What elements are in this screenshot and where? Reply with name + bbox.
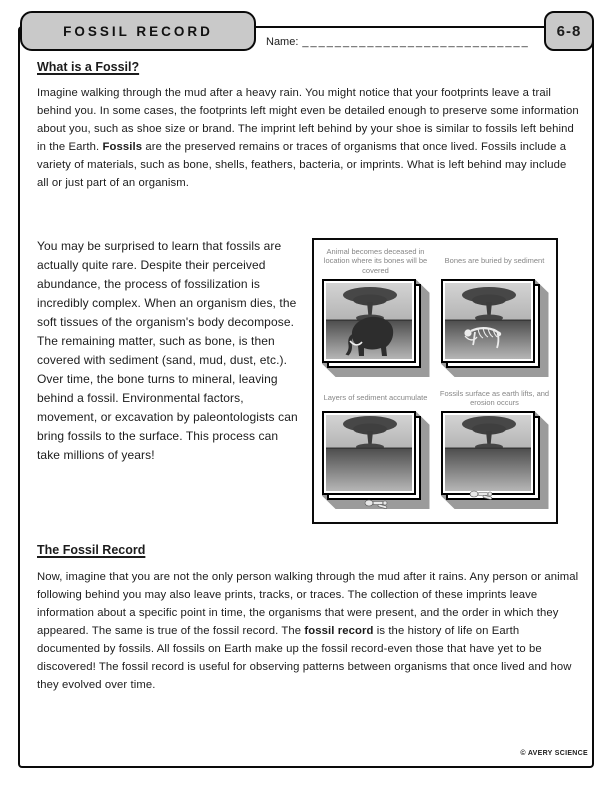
fossil-bones-icon <box>469 487 499 501</box>
panel-caption: Bones are buried by sediment <box>444 256 545 266</box>
name-row <box>266 36 530 48</box>
title-tab <box>20 11 256 51</box>
paragraph-fossil-rarity: You may be surprised to learn that fossils are actually quite rare. Despite their perceived abundance, the process of fossilization is incredibly complex. When an organism dies, the soft tissues of the organism's body decompose. The remaining matter, such as bone, is then covered with sediment (sand, mud, dust, etc.). Over time, the bone turns to mineral, leaving behind a fossil. Environmental factors, movement, or excavation by paleontologists can bring fossils to the surface. This process can take millions of years! <box>37 239 298 462</box>
fossilization-step-image <box>322 411 416 495</box>
section-heading-what-is-a-fossil: What is a Fossil? <box>37 60 140 74</box>
grade-level: 6-8 <box>556 22 582 40</box>
photo-stack <box>441 279 549 379</box>
photo-stack <box>322 411 430 511</box>
figure-panel-2 <box>438 246 551 384</box>
panel-caption: Layers of sediment accumulate <box>323 393 428 403</box>
figure-panel-3 <box>319 388 432 516</box>
photo-stack <box>441 411 549 511</box>
section-heading-fossil-record: The Fossil Record <box>37 543 146 557</box>
figure-panel-4 <box>438 388 551 516</box>
name-label: Name: <box>266 36 299 48</box>
fossilization-step-image <box>441 279 535 363</box>
figure-panel-1 <box>319 246 432 384</box>
paragraph-what-is-a-fossil: Imagine walking through the mud after a heavy rain. You might notice that your footprints leave a trail behind you. In some cases, the footprints left might even be detailed enough to preserve some information about you, such as shoe size or brand. The imprint left behind by your shoe is similar to fossils left behind in the Earth. Fossils are the preserved remains or traces of organisms that once lived. Fossils include a variety of materials, such as bone, shells, feathers, bacteria, or imprints. What is left behind may include all or just part of an organism. <box>37 87 579 189</box>
fossilization-step-image <box>322 279 416 363</box>
name-blank[interactable]: ____________________________ <box>302 36 530 48</box>
paragraph-fossil-record: Now, imagine that you are not the only person walking through the mud after it rains. Any person or animal following behind you may also leave prints, tracks, or traces. The collection of these imprints leave information about a specific point in time, the organisms that were present, and the order in which they appeared. The same is true of the fossil record. The fossil record is the history of life on Earth documented by fossils. All fossils on Earth make up the fossil record-even those that have yet to be discovered! The fossil record is useful for observing patterns between organisms that once lived and how they evolved over time. <box>37 571 579 691</box>
grade-badge <box>544 11 594 51</box>
fossil-bones-icon <box>364 496 394 510</box>
copyright-credit: © AVERY SCIENCE <box>520 750 588 757</box>
panel-caption: Animal becomes deceased in location where its bones will be covered <box>323 246 428 275</box>
photo-stack <box>322 279 430 379</box>
page-title: FOSSIL RECORD <box>63 23 213 39</box>
fossilization-step-image <box>441 411 535 495</box>
fossilization-figure <box>312 238 558 524</box>
panel-caption: Fossils surface as earth lifts, and erosion occurs <box>439 388 550 407</box>
